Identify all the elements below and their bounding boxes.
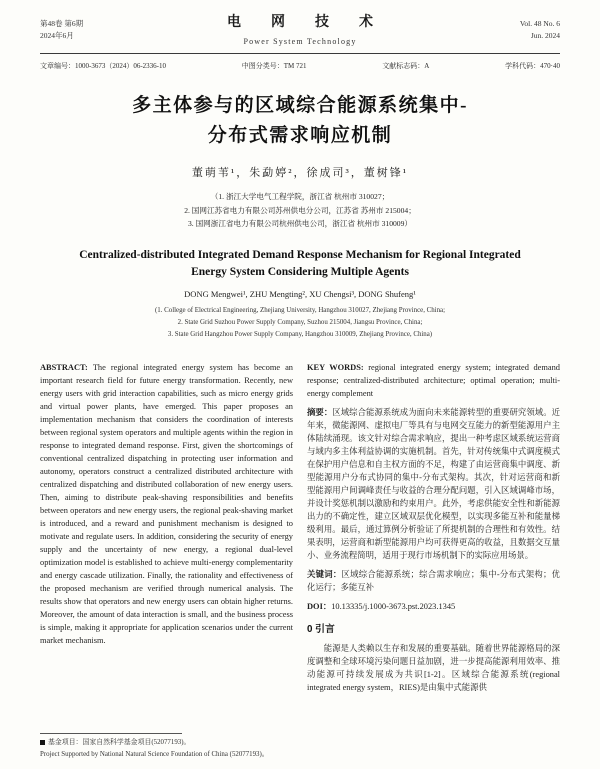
affiliations-cn bbox=[40, 190, 560, 231]
footnote-marker-icon bbox=[40, 740, 45, 745]
affiliation-cn-1: （1. 浙江大学电气工程学院，浙江省 杭州市 310027； bbox=[210, 191, 390, 201]
journal-name-en: Power System Technology bbox=[243, 36, 357, 46]
journal-issue-cn-block bbox=[40, 18, 132, 41]
article-meta-row bbox=[40, 61, 560, 71]
doi-label: DOI： bbox=[307, 601, 332, 611]
affiliation-en-1: (1. College of Electrical Engineering, Zhejiang University, Hangzhou 310027, Zhejiang Province, China; bbox=[154, 307, 446, 315]
header-divider bbox=[40, 53, 560, 54]
subject-code: 学科代码：470·40 bbox=[505, 62, 560, 71]
funding-footnote bbox=[40, 733, 293, 760]
affiliation-cn-3: 3. 国网浙江省电力有限公司杭州供电公司，浙江省 杭州市 310009） bbox=[187, 219, 412, 229]
paper-title-cn-line1: 多主体参与的区域综合能源系统集中- bbox=[132, 95, 468, 117]
left-column bbox=[40, 361, 293, 701]
abstract-en-text: The regional integrated energy system has become an important research field for future energy transformation. Recently, new energy users with grid interaction capabilities, such as micro energy grids and virtual power plants, have emerged. This paper proposes an implementation mechanism that considers the coordination of interests between regional system operators and multiple agents within the region in response to integrated demand response. First, given the shortcomings of conventional centralized dispatching in protecting user information and autonomy, operators construct a centralized distributed architecture with centralized dispatching and distributed collaboration of new energy users. Then, aiming to distribute peak-shaving responsibilities and benefits between operators and new energy users, the regional peak-shaving market is introduced, and a reward and punishment mechanism is designed to motivate and regulate users. In addition, considering the security of energy supply and the uncertainty of new energy, a regional dual-level optimization model is established to achieve multi-energy complementarity and energy cascade utilization. Finally, the rationality and effectiveness of the proposed mechanism are verified through numerical analysis. The results show that operators and new energy users can obtain higher returns. Moreover, the amount of data interaction is small, and the business process is simple, making it appropriate for application scenarios under the current market mechanism. bbox=[40, 362, 293, 645]
journal-name-block bbox=[132, 12, 468, 48]
clc-number: 中图分类号：TM 721 bbox=[241, 62, 307, 71]
affiliations-en bbox=[40, 305, 560, 340]
keywords-en-text: regional integrated energy system; integrated demand response; centralized-distributed architecture; optimal operation; multi-energy complement bbox=[307, 362, 560, 398]
footnote-divider bbox=[40, 733, 182, 734]
abstract-cn-label: 摘要： bbox=[307, 407, 333, 417]
affiliation-en-3: 3. State Grid Hangzhou Power Supply Company, Hangzhou 310009, Zhejiang Province, China) bbox=[167, 330, 433, 338]
journal-date-cn: 2024年6月 bbox=[40, 31, 74, 41]
keywords-cn-label: 关键词： bbox=[307, 569, 342, 579]
journal-date-en: Jun. 2024 bbox=[530, 31, 560, 41]
journal-volume-cn: 第48卷 第6期 bbox=[40, 19, 84, 29]
funding-cn-text: 基金项目：国家自然科学基金项目(52077193)。 bbox=[48, 739, 191, 747]
paper-title-cn bbox=[40, 91, 560, 150]
abstract-en-label: ABSTRACT: bbox=[40, 362, 93, 372]
paper-title-cn-line2: 分布式需求响应机制 bbox=[207, 124, 393, 146]
authors-en: DONG Mengwei¹, ZHU Mengting², XU Chengsi³, DONG Shufeng¹ bbox=[184, 289, 416, 300]
journal-name-cn: 电 网 技 术 bbox=[227, 15, 381, 30]
journal-volume-en: Vol. 48 No. 6 bbox=[519, 19, 560, 29]
affiliation-en-2: 2. State Grid Suzhou Power Supply Company, Suzhou 215004, Jiangsu Province, China; bbox=[177, 319, 423, 327]
keywords-cn-text: 区域综合能源系统；综合需求响应；集中-分布式架构；优化运行；多能互补 bbox=[307, 569, 560, 592]
right-column bbox=[307, 361, 560, 701]
funding-cn-line bbox=[40, 737, 293, 748]
keywords-en-label: KEY WORDS: bbox=[307, 362, 369, 372]
doi-line bbox=[307, 600, 560, 613]
article-number: 文章编号：1000-3673（2024）06-2336-10 bbox=[40, 62, 166, 71]
journal-header bbox=[40, 12, 560, 48]
section-0-heading: 0 引言 bbox=[307, 623, 335, 635]
abstract-cn-text: 区域综合能源系统成为面向未来能源转型的重要研究领域。近年来，微能源网、虚拟电厂等具有与电网交互能力的新型能源用户主体陆续涌现。该文针对综合需求响应，提出一种考虑区域系统运营商与域内多主体利益协调的实施机制。首先，针对传统集中式调度模式在保护用户信息和自主权方面的不足，构建了由运营商集中调度、新型能源用户分布式协同的集中-分布式架构。其次，针对运营商和新型能源用户间调峰责任与收益的合理分配问题，引入区域调峰市场，并设计奖惩机制以激励和约束用户。此外，考虑供能安全性和新能源出力的不确定性，建立区域双层优化模型，以实现多能互补和能量梯级利用。最后，通过算例分析验证了所提机制的合理性和有效性。结果表明，运营商和新型能源用户均可获得更高的收益，且数据交互量小、业务流程简明，适用于现行市场机制下的实际应用场景。 bbox=[307, 407, 561, 560]
abstract-cn bbox=[307, 406, 560, 562]
paper-title-en-line2: Energy System Considering Multiple Agents bbox=[191, 266, 409, 279]
abstract-en bbox=[40, 361, 293, 647]
journal-issue-en-block bbox=[468, 18, 560, 41]
document-code: 文献标志码：A bbox=[382, 62, 430, 71]
doi-value: 10.13335/j.1000-3673.pst.2023.1345 bbox=[331, 601, 456, 611]
section-0-paragraph: 能源是人类赖以生存和发展的重要基础。随着世界能源格局的深度调整和全球环境污染问题日益加剧，进一步提高能源利用效率、推动能源可持续发展成为共识[1-2]。区域综合能源系统(regional integrated energy system，RIES)是由集中式能源供 bbox=[307, 644, 560, 693]
funding-en-line: Project Supported by National Natural Science Foundation of China (52077193)。 bbox=[40, 750, 269, 758]
affiliation-cn-2: 2. 国网江苏省电力有限公司苏州供电分公司，江苏省 苏州市 215004； bbox=[184, 205, 416, 215]
paper-title-en-line1: Centralized-distributed Integrated Demand Response Mechanism for Regional Integrated bbox=[79, 248, 521, 261]
authors-cn: 董萌苇¹，朱勐婷²，徐成司³，董树锋¹ bbox=[191, 166, 409, 179]
body-columns bbox=[40, 361, 560, 701]
paper-title-en bbox=[40, 247, 560, 282]
keywords-en bbox=[307, 361, 560, 400]
keywords-cn bbox=[307, 568, 560, 594]
